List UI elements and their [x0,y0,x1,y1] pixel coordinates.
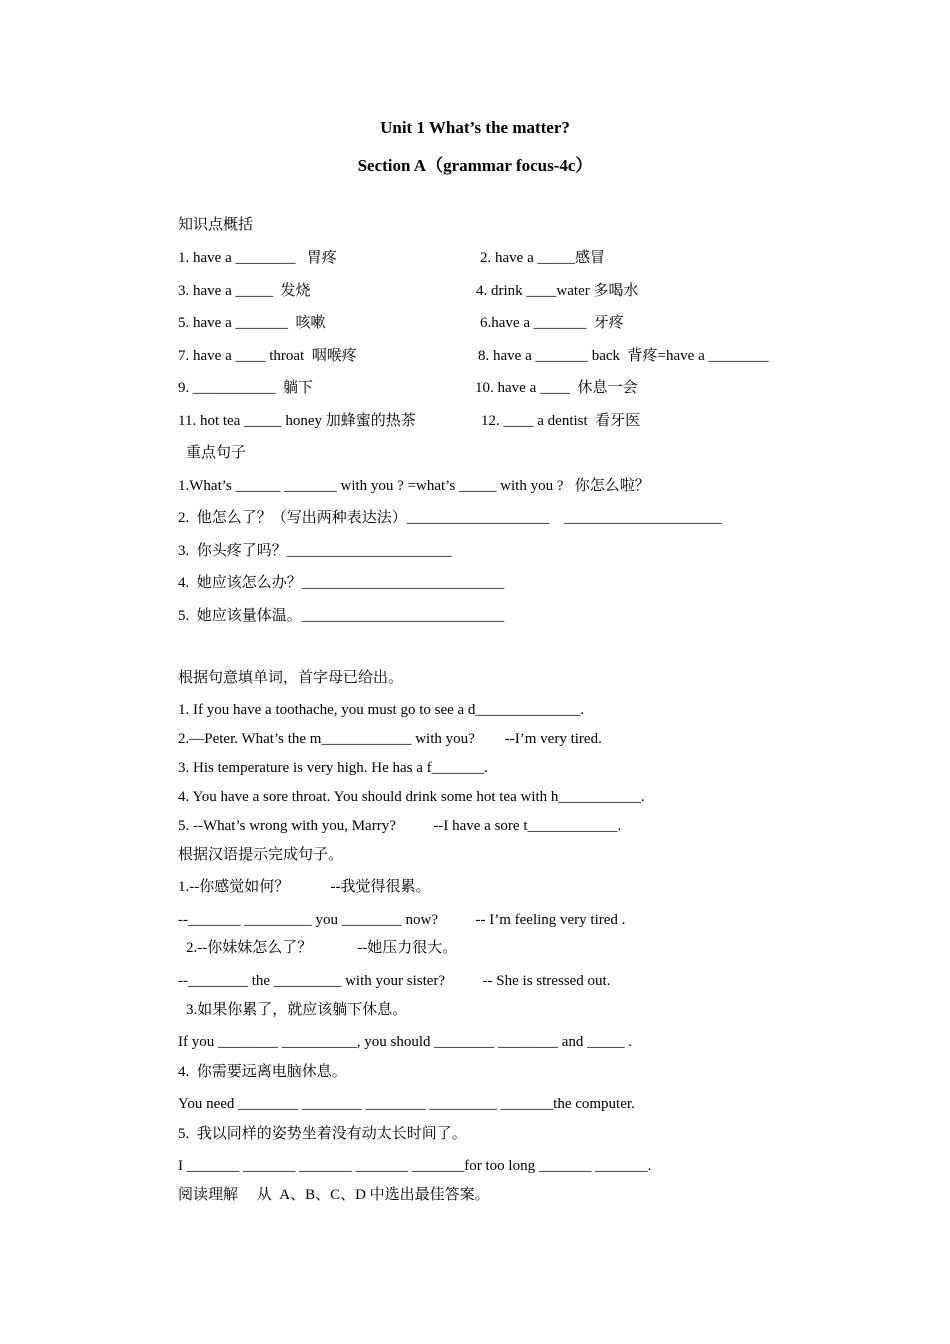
translate-answer-1: --_______ _________ you ________ now? -- I’m feeling very tired . [178,912,626,928]
key-sentence-1: 1.What’s ______ _______ with you ? =what’s _____ with you ? 你怎么啦？ [178,478,650,494]
summary-item-8: 8. have a _______ back 背疼=have a ________ [478,348,769,364]
summary-item-12: 12. ____ a dentist 看牙医 [481,413,641,429]
translate-prompt-3: 3.如果你累了，就应该躺下休息。 [186,1002,408,1018]
fill-words-heading: 根据句意填单词，首字母已给出。 [178,670,404,686]
fill-word-3: 3. His temperature is very high. He has a f_______. [178,760,488,776]
key-sentence-4: 4. 她应该怎么办？___________________________ [178,575,505,591]
summary-item-5: 5. have a _______ 咳嗽 [178,315,326,331]
fill-word-1: 1. If you have a toothache, you must go to see a d______________. [178,702,585,718]
summary-item-10: 10. have a ____ 休息一会 [475,380,638,396]
translate-answer-5: I _______ _______ _______ _______ _______for too long _______ _______. [178,1158,652,1174]
summary-item-2: 2. have a _____感冒 [480,250,605,266]
summary-item-11: 11. hot tea _____ honey 加蜂蜜的热茶 [178,413,416,429]
summary-item-4: 4. drink ____water 多喝水 [476,283,639,299]
key-sentence-3: 3. 你头疼了吗？______________________ [178,543,452,559]
fill-word-2: 2.—Peter. What’s the m____________ with you? --I’m very tired. [178,731,602,747]
page-title: Unit 1 What’s the matter? [380,118,570,137]
translate-answer-2: --________ the _________ with your sister? -- She is stressed out. [178,973,611,989]
fill-word-4: 4. You have a sore throat. You should drink some hot tea with h___________. [178,789,645,805]
translate-answer-3: If you ________ __________, you should ________ ________ and _____ . [178,1034,633,1050]
key-sentence-2: 2. 他怎么了？（写出两种表达法）___________________ _____________________ [178,510,722,526]
translate-answer-4: You need ________ ________ ________ _________ _______the computer. [178,1096,635,1112]
translate-heading: 根据汉语提示完成句子。 [178,847,344,863]
summary-item-3: 3. have a _____ 发烧 [178,283,311,299]
translate-prompt-2: 2.--你妹妹怎么了？ --她压力很大。 [186,940,458,956]
summary-heading: 知识点概括 [178,217,254,233]
translate-prompt-4: 4. 你需要远离电脑休息。 [178,1064,347,1080]
key-sentences-heading: 重点句子 [186,445,247,461]
key-sentence-5: 5. 她应该量体温。___________________________ [178,608,505,624]
summary-item-6: 6.have a _______ 牙疼 [480,315,624,331]
summary-item-7: 7. have a ____ throat 咽喉疼 [178,348,357,364]
reading-heading: 阅读理解 从 A、B、C、D 中选出最佳答案。 [178,1187,490,1203]
summary-item-9: 9. ___________ 躺下 [178,380,314,396]
summary-item-1: 1. have a ________ 胃疼 [178,250,337,266]
translate-prompt-1: 1.--你感觉如何？ --我觉得很累。 [178,879,431,895]
translate-prompt-5: 5. 我以同样的姿势坐着没有动太长时间了。 [178,1126,467,1142]
fill-word-5: 5. --What’s wrong with you, Marry? --I have a sore t____________. [178,818,622,834]
page-subtitle: Section A（grammar focus-4c） [357,156,593,175]
